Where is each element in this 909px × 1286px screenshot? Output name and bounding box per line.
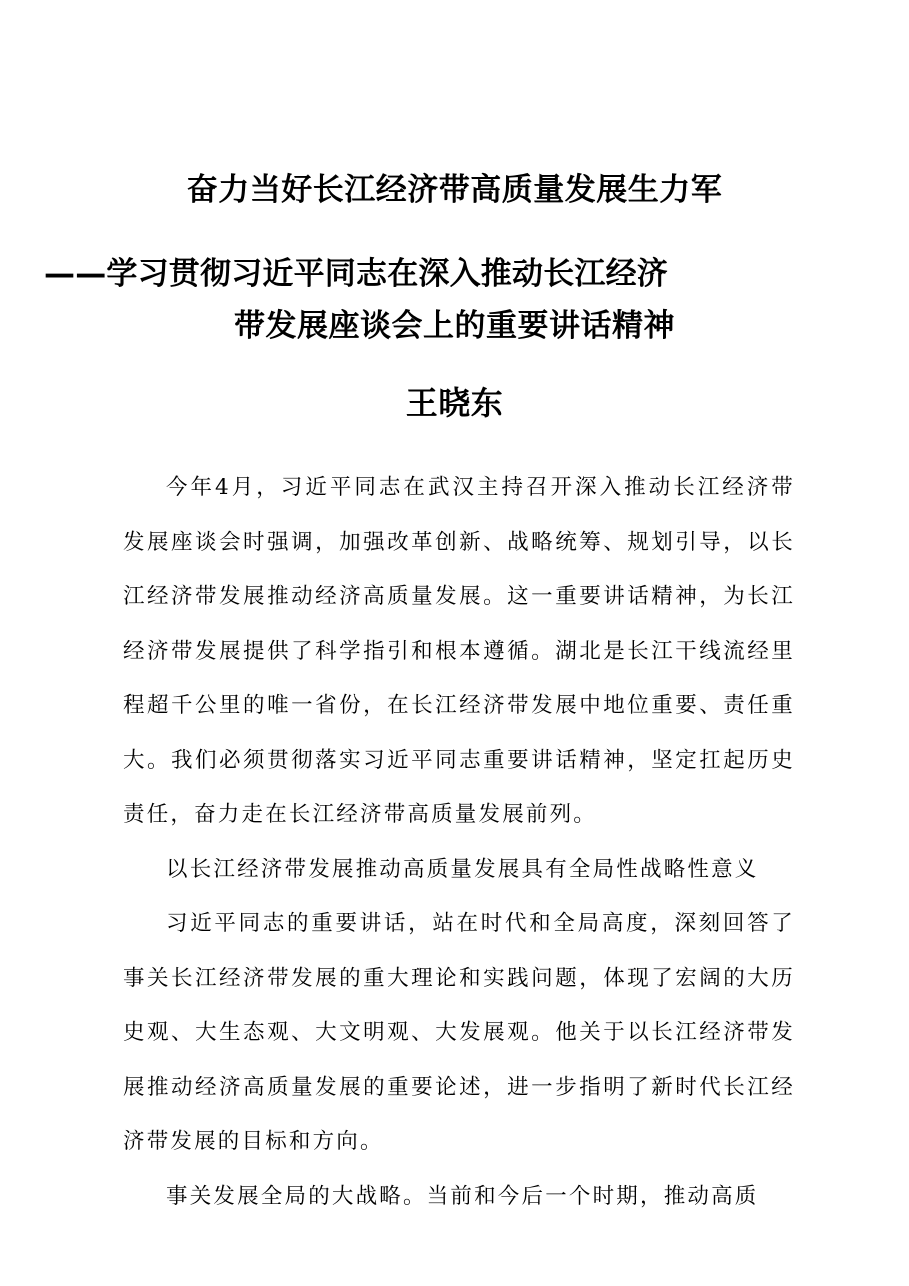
section-heading: 以长江经济带发展推动高质量发展具有全局性战略性意义 [166,856,759,882]
document-author: 王晓东 [405,384,504,422]
body-paragraph: 习近平同志的重要讲话，站在时代和全局高度，深刻回答了事关长江经济带发展的重大理论和实践问题，体现了宏阔的大历史观、大生态观、大文明观、大发展观。他关于以长江经济带发展推动经济高质量发展的重要论述，进一步指明了新时代长江经济带发展的目标和方向。 [123,911,795,1154]
document-title: 奋力当好长江经济带高质量发展生力军 [186,172,723,208]
document-subtitle-line-2: 带发展座谈会上的重要讲话精神 [234,308,675,344]
document-subtitle-line-1: ——学习贯彻习近平同志在深入推动长江经济 [44,256,668,292]
document-body [123,461,795,1224]
body-paragraph: 事关发展全局的大战略。当前和今后一个时期，推动高质 [166,1183,759,1209]
body-paragraph: 今年4月，习近平同志在武汉主持召开深入推动长江经济带发展座谈会时强调，加强改革创新、战略统筹、规划引导，以长江经济带发展推动经济高质量发展。这一重要讲话精神，为长江经济带发展提供了科学指引和根本遵循。湖北是长江干线流经里程超千公里的唯一省份，在长江经济带发展中地位重要、责任重大。我们必须贯彻落实习近平同志重要讲话精神，坚定扛起历史责任，奋力走在长江经济带高质量发展前列。 [123,475,795,827]
